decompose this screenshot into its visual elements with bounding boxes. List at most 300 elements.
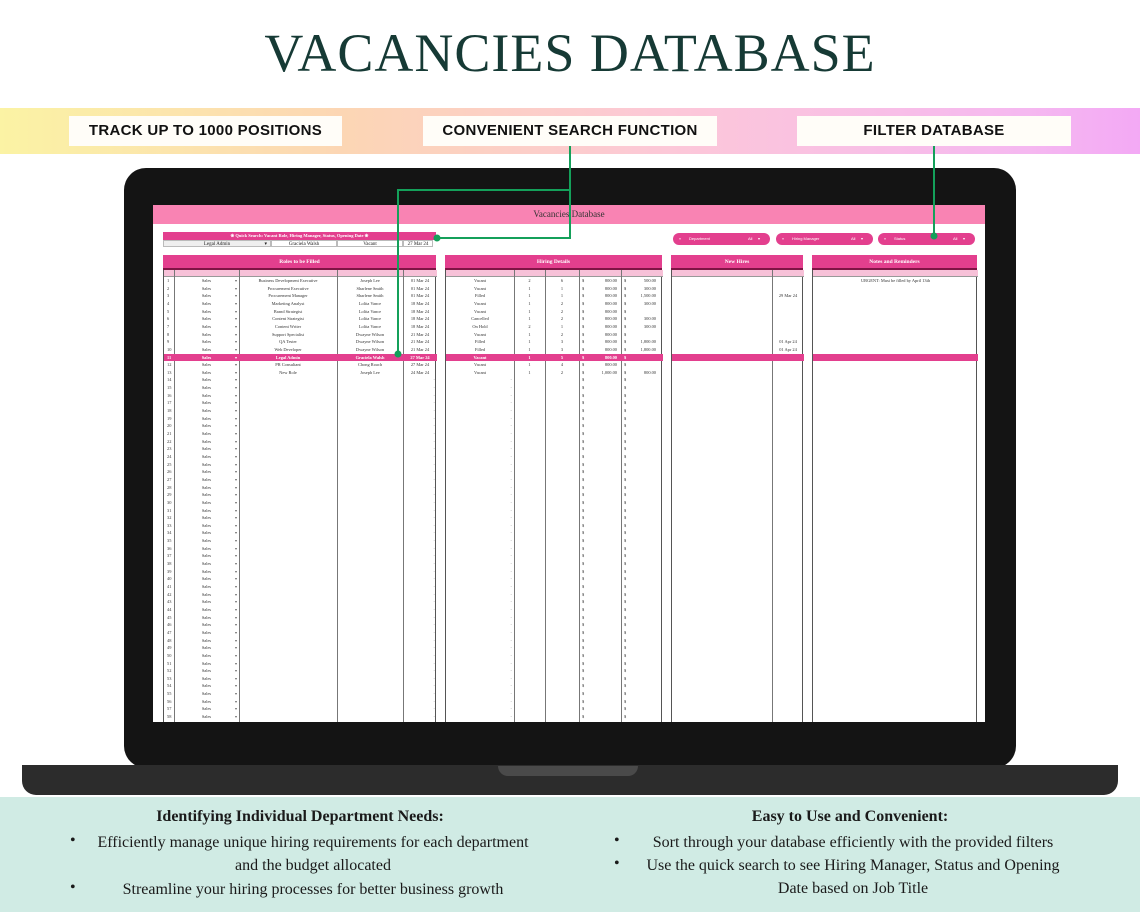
table-cell-n: 7 (167, 323, 170, 329)
table-cell-applied (546, 422, 578, 430)
table-cell-cost (622, 438, 662, 446)
table-cell-mgr (338, 514, 402, 522)
dollar-sign-icon: $ (582, 415, 585, 421)
table-cell-status (447, 698, 513, 706)
table-cell-vac (515, 407, 544, 415)
dollar-sign-icon: $ (624, 446, 627, 452)
empty-marker-icon: - (510, 415, 512, 421)
table-cell-status (447, 675, 513, 683)
table-cell-vac (515, 545, 544, 553)
table-cell-cand (673, 621, 771, 629)
table-cell-cost (622, 690, 662, 698)
table-cell-applied (546, 583, 578, 591)
dollar-sign-icon: $ (582, 660, 585, 666)
table-cell-n: 33 (167, 522, 172, 528)
dollar-sign-icon: $ (582, 522, 585, 528)
table-cell-job (240, 499, 336, 507)
table-cell-applied (546, 468, 578, 476)
table-cell-n: 53 (167, 675, 172, 681)
table-cell-notes (814, 552, 977, 560)
table-cell-budget: 800.00 $ (582, 308, 617, 314)
chevron-down-icon: ▾ (861, 236, 864, 241)
table-cell-dept: Sales ▾ (201, 538, 237, 544)
empty-marker-icon: - (433, 377, 435, 383)
table-cell-n: 9 (167, 339, 170, 345)
dropdown-arrow-icon: ▾ (234, 293, 237, 299)
table-cell-applied (546, 399, 578, 407)
table-cell-start (773, 453, 803, 461)
table-cell-cand (673, 438, 771, 446)
table-cell-status (447, 705, 513, 713)
table-cell-date: 27 Mar 24 (410, 362, 430, 368)
table-cell-n: 26 (167, 469, 172, 475)
table-cell-job: Content Writer (274, 323, 302, 329)
table-cell-dept: Sales ▾ (201, 530, 237, 536)
table-cell-job (240, 705, 336, 713)
table-cell-dept: Sales ▾ (201, 354, 237, 360)
table-cell-mgr (338, 705, 402, 713)
column-header-cost (621, 270, 663, 277)
filter-icon: ▿ (884, 236, 887, 241)
table-cell-cand (673, 453, 771, 461)
table-cell-cost (622, 453, 662, 461)
dollar-sign-icon: $ (624, 714, 627, 720)
table-cell-n: 45 (167, 614, 172, 620)
dollar-sign-icon: $ (624, 637, 627, 643)
table-cell-notes (814, 285, 977, 293)
dollar-sign-icon: $ (582, 469, 585, 475)
dropdown-arrow-icon: ▾ (234, 691, 237, 697)
table-cell-mgr (338, 476, 402, 484)
table-cell-dept: Sales ▾ (201, 392, 237, 398)
table-cell-status (447, 507, 513, 515)
table-cell-applied (546, 407, 578, 415)
table-cell-vac: 1 (528, 354, 531, 360)
table-cell-start (773, 384, 803, 392)
table-cell-cost (622, 484, 662, 492)
table-cell-cost (622, 591, 662, 599)
table-cell-mgr (338, 606, 402, 614)
table-cell-applied (546, 392, 578, 400)
table-cell-date: 18 Mar 24 (410, 323, 430, 329)
dollar-sign-icon: $ (624, 515, 627, 521)
table-cell-date: 01 Mar 24 (410, 285, 430, 291)
table-cell-notes (814, 660, 977, 668)
quick-search-role-select[interactable] (163, 240, 271, 247)
table-cell-cost (622, 522, 662, 530)
table-cell-notes (814, 354, 977, 362)
status-filter[interactable] (878, 233, 975, 245)
table-cell-start (773, 376, 803, 384)
dollar-sign-icon: $ (624, 431, 627, 436)
table-cell-applied (546, 598, 578, 606)
table-cell-applied (546, 713, 578, 721)
empty-marker-icon: - (433, 538, 435, 544)
dollar-sign-icon: $ (624, 300, 627, 306)
table-cell-job (240, 384, 336, 392)
table-cell-cost (622, 660, 662, 668)
table-cell-budget (580, 407, 620, 415)
table-cell-dept: Sales ▾ (201, 507, 237, 513)
table-cell-applied: 1 (560, 323, 564, 329)
table-cell-status (447, 522, 513, 530)
table-cell-job (240, 376, 336, 384)
empty-marker-icon: - (510, 629, 512, 635)
dropdown-arrow-icon: ▾ (234, 553, 237, 559)
empty-marker-icon: - (510, 530, 512, 536)
table-cell-date (404, 491, 436, 499)
table-cell-budget: 800.00 $ (582, 346, 617, 352)
table-cell-status (447, 606, 513, 614)
column-header-date (403, 270, 437, 277)
table-cell-cost (622, 606, 662, 614)
table-cell-applied (546, 667, 578, 675)
table-cell-budget (580, 591, 620, 599)
table-cell-applied (546, 445, 578, 453)
dropdown-arrow-icon: ▾ (234, 476, 237, 482)
filter-icon: ▿ (782, 236, 785, 241)
empty-marker-icon: - (510, 637, 512, 643)
table-cell-cost (622, 568, 662, 576)
feature-filter-label: FILTER DATABASE (797, 116, 1071, 146)
table-cell-notes (814, 399, 977, 407)
table-cell-cand (673, 369, 771, 377)
section-notes-header: Notes and Reminders (812, 255, 977, 270)
empty-marker-icon: - (510, 408, 512, 414)
table-cell-mgr (338, 652, 402, 660)
table-cell-n: 35 (167, 538, 172, 544)
table-cell-applied (546, 491, 578, 499)
table-cell-n: 47 (167, 629, 172, 635)
table-cell-date (404, 675, 436, 683)
dollar-sign-icon: $ (624, 323, 627, 329)
table-cell-vac (515, 698, 544, 706)
table-cell-start (773, 438, 803, 446)
department-filter[interactable] (673, 233, 770, 245)
table-cell-date (404, 384, 436, 392)
table-cell-applied (546, 438, 578, 446)
table-cell-status (447, 392, 513, 400)
table-cell-job (240, 583, 336, 591)
dollar-sign-icon: $ (624, 561, 627, 567)
hiring-manager-filter[interactable] (776, 233, 873, 245)
table-cell-vac (515, 690, 544, 698)
table-cell-budget (580, 568, 620, 576)
table-cell-job: QA Tester (279, 339, 297, 345)
table-cell-budget (580, 606, 620, 614)
table-cell-notes (814, 499, 977, 507)
table-cell-job (240, 637, 336, 645)
table-cell-start (773, 323, 803, 331)
dollar-sign-icon: $ (624, 408, 627, 414)
table-cell-status (447, 407, 513, 415)
table-cell-n: 34 (167, 530, 172, 536)
table-cell-start (773, 545, 803, 553)
table-cell-job: Procurement Manager (268, 293, 308, 299)
table-cell-mgr (338, 376, 402, 384)
bullet-icon: • (70, 832, 76, 849)
table-cell-budget (580, 430, 620, 438)
benefits-left-title: Identifying Individual Department Needs: (156, 808, 444, 825)
table-cell-n: 32 (167, 515, 172, 521)
table-cell-job (240, 537, 336, 545)
dropdown-arrow-icon: ▾ (234, 278, 237, 283)
empty-marker-icon: - (433, 568, 435, 574)
table-cell-n: 54 (167, 683, 172, 689)
table-cell-notes (814, 713, 977, 721)
table-cell-mgr (338, 399, 402, 407)
table-cell-cost (622, 392, 662, 400)
dropdown-arrow-icon: ▾ (234, 415, 237, 421)
table-cell-n: 49 (167, 645, 172, 651)
table-cell-status (447, 384, 513, 392)
table-cell-date (404, 652, 436, 660)
table-cell-cand (673, 682, 771, 690)
dollar-sign-icon: $ (624, 599, 627, 605)
table-cell-job (240, 575, 336, 583)
table-cell-budget (580, 560, 620, 568)
dollar-sign-icon: $ (582, 476, 585, 482)
empty-marker-icon: - (433, 408, 435, 414)
empty-marker-icon: - (510, 714, 512, 720)
table-cell-budget (580, 461, 620, 469)
table-cell-vac: 1 (528, 308, 531, 314)
dollar-sign-icon: $ (624, 385, 627, 391)
table-cell-vac (515, 713, 544, 721)
table-cell-cand (673, 545, 771, 553)
table-cell-notes (814, 376, 977, 384)
table-cell-status (447, 667, 513, 675)
table-cell-mgr (338, 583, 402, 591)
table-cell-cost (622, 476, 662, 484)
table-cell-mgr (338, 468, 402, 476)
table-cell-budget: 800.00 $ (582, 293, 617, 299)
table-cell-job (240, 545, 336, 553)
table-cell-vac: 2 (528, 278, 531, 283)
table-cell-job (240, 468, 336, 476)
empty-marker-icon: - (510, 668, 512, 674)
table-cell-budget (580, 384, 620, 392)
table-cell-mgr (338, 491, 402, 499)
dropdown-arrow-icon: ▾ (234, 591, 237, 597)
table-cell-notes (814, 407, 977, 415)
empty-marker-icon: - (433, 622, 435, 628)
dollar-sign-icon: $ (582, 408, 585, 414)
table-cell-cost: 1,500.00 $ (624, 293, 656, 299)
table-cell-status (447, 430, 513, 438)
table-cell-mgr: Lolita Vance (358, 308, 382, 314)
table-cell-start (773, 575, 803, 583)
empty-marker-icon: - (510, 622, 512, 628)
dropdown-arrow-icon: ▾ (234, 614, 237, 620)
table-cell-date (404, 438, 436, 446)
table-cell-notes (814, 598, 977, 606)
notes-table (812, 270, 977, 722)
table-cell-vac (515, 560, 544, 568)
table-cell-status (447, 591, 513, 599)
table-cell-date: 21 Mar 24 (410, 331, 430, 337)
table-cell-notes (814, 621, 977, 629)
table-cell-mgr (338, 438, 402, 446)
table-cell-n: 16 (167, 392, 172, 398)
table-cell-cand (673, 323, 771, 331)
table-cell-cost (622, 598, 662, 606)
benefits-right-item: Use the quick search to see Hiring Manager, Status and Opening Date based on Job Title (646, 857, 1060, 897)
table-cell-start (773, 507, 803, 515)
table-cell-cost (622, 445, 662, 453)
benefits-left-item: Streamline your hiring processes for better business growth (122, 881, 504, 898)
empty-marker-icon: - (433, 606, 435, 612)
empty-marker-icon: - (510, 499, 512, 505)
table-cell-notes (814, 690, 977, 698)
table-cell-vac (515, 598, 544, 606)
table-cell-dept: Sales ▾ (201, 278, 237, 283)
table-cell-cand (673, 537, 771, 545)
table-cell-job (240, 652, 336, 660)
table-cell-dept: Sales ▾ (201, 362, 237, 368)
dollar-sign-icon: $ (624, 622, 627, 628)
table-cell-vac (515, 476, 544, 484)
table-cell-notes (814, 315, 977, 323)
table-cell-status (447, 660, 513, 668)
table-cell-cost (622, 552, 662, 560)
table-cell-start (773, 514, 803, 522)
table-cell-mgr (338, 422, 402, 430)
table-cell-status: Vacant (474, 300, 486, 306)
table-cell-job (240, 682, 336, 690)
table-cell-start (773, 537, 803, 545)
table-cell-vac: 1 (528, 293, 531, 299)
dollar-sign-icon: $ (582, 576, 585, 582)
table-cell-mgr (338, 698, 402, 706)
dollar-sign-icon: $ (582, 346, 585, 352)
table-cell-cost (622, 468, 662, 476)
table-cell-job (240, 690, 336, 698)
table-cell-cand (673, 285, 771, 293)
dollar-sign-icon: $ (582, 568, 585, 574)
table-cell-notes (814, 644, 977, 652)
table-cell-cand (673, 675, 771, 683)
table-cell-dept: Sales ▾ (201, 293, 237, 299)
table-cell-applied (546, 614, 578, 622)
dropdown-arrow-icon: ▾ (234, 469, 237, 475)
table-cell-cand (673, 292, 771, 300)
table-cell-mgr (338, 484, 402, 492)
quick-search-date: 27 Mar 24 (403, 240, 433, 247)
table-cell-n: 6 (167, 316, 170, 322)
table-cell-notes (814, 292, 977, 300)
hiring-manager-filter-value: All (851, 236, 856, 241)
table-cell-start (773, 629, 803, 637)
table-cell-applied (546, 705, 578, 713)
table-cell-cost (622, 560, 662, 568)
table-cell-status: Vacant (474, 331, 486, 337)
table-cell-date: 18 Mar 24 (410, 308, 430, 314)
table-cell-cost (622, 376, 662, 384)
table-cell-applied: 2 (560, 369, 564, 375)
table-cell-dept: Sales ▾ (201, 553, 237, 559)
table-cell-applied: 1 (560, 285, 564, 291)
table-cell-cand (673, 338, 771, 346)
table-cell-budget (580, 392, 620, 400)
dollar-sign-icon: $ (582, 453, 585, 459)
table-cell-date (404, 591, 436, 599)
dropdown-arrow-icon: ▾ (234, 683, 237, 689)
table-cell-n: 11 (167, 354, 172, 360)
table-cell-n: 15 (167, 385, 172, 391)
dollar-sign-icon: $ (582, 668, 585, 674)
table-cell-cand (673, 705, 771, 713)
table-cell-cost (622, 529, 662, 537)
table-cell-status (447, 399, 513, 407)
table-cell-dept: Sales ▾ (201, 300, 237, 306)
table-cell-dept: Sales ▾ (201, 369, 237, 375)
table-cell-vac (515, 430, 544, 438)
table-cell-cand (673, 315, 771, 323)
table-cell-cost: 300.00 $ (624, 285, 656, 291)
dollar-sign-icon: $ (582, 507, 585, 513)
dollar-sign-icon: $ (582, 492, 585, 498)
table-cell-mgr: Joseph Lee (360, 369, 380, 375)
table-cell-cand (673, 529, 771, 537)
dollar-sign-icon: $ (582, 683, 585, 689)
table-cell-budget: 800.00 $ (582, 278, 617, 283)
table-cell-budget (580, 583, 620, 591)
table-cell-dept: Sales ▾ (201, 316, 237, 322)
empty-marker-icon: - (433, 698, 435, 704)
table-cell-cand (673, 637, 771, 645)
table-cell-date (404, 575, 436, 583)
empty-marker-icon: - (433, 545, 435, 551)
dollar-sign-icon: $ (582, 278, 585, 283)
table-cell-status (447, 637, 513, 645)
table-cell-applied (546, 629, 578, 637)
table-cell-status (447, 713, 513, 721)
table-cell-notes (814, 682, 977, 690)
dollar-sign-icon: $ (582, 614, 585, 620)
table-cell-job: Procurement Executive (267, 285, 309, 291)
table-cell-dept: Sales ▾ (201, 438, 237, 444)
dropdown-arrow-icon: ▾ (234, 484, 237, 490)
table-cell-applied (546, 514, 578, 522)
table-cell-notes (814, 453, 977, 461)
table-cell-date (404, 537, 436, 545)
table-cell-date: 24 Mar 24 (410, 369, 430, 375)
table-cell-dept: Sales ▾ (201, 576, 237, 582)
table-cell-applied: 4 (560, 362, 564, 368)
table-cell-mgr (338, 713, 402, 721)
empty-marker-icon: - (433, 484, 435, 490)
table-cell-n: 48 (167, 637, 172, 643)
table-cell-cand (673, 629, 771, 637)
dollar-sign-icon: $ (624, 484, 627, 490)
table-cell-job: Web Developer (274, 346, 302, 352)
dollar-sign-icon: $ (624, 522, 627, 528)
dropdown-arrow-icon: ▾ (234, 339, 237, 345)
table-cell-job (240, 476, 336, 484)
table-cell-dept: Sales ▾ (201, 606, 237, 612)
table-cell-applied (546, 415, 578, 423)
table-cell-n: 36 (167, 545, 172, 551)
table-cell-mgr (338, 552, 402, 560)
table-cell-mgr (338, 568, 402, 576)
table-cell-vac: 1 (528, 316, 531, 322)
table-cell-start (773, 354, 803, 362)
table-cell-cand (673, 422, 771, 430)
table-cell-dept: Sales ▾ (201, 545, 237, 551)
table-cell-start (773, 682, 803, 690)
dollar-sign-icon: $ (582, 400, 585, 406)
